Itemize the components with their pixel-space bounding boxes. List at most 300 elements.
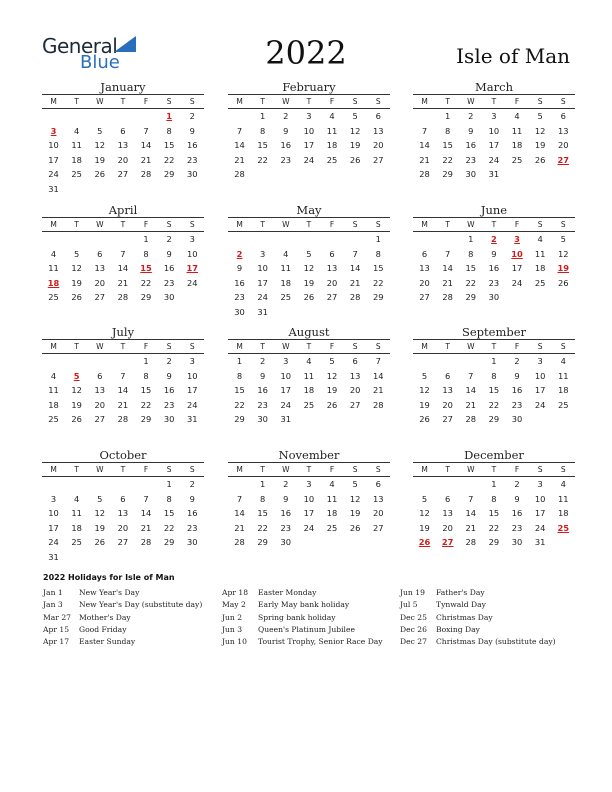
week-row [228, 354, 390, 369]
empty-day-cell [413, 109, 436, 124]
day-cell: 25 [303, 399, 315, 410]
day-cell: 22 [465, 277, 477, 288]
day-cell: 1 [143, 356, 149, 366]
day-cell: 23 [511, 522, 523, 533]
empty-day-cell [297, 535, 320, 550]
weekday-label: T [445, 465, 450, 474]
day-cell: 27 [442, 414, 453, 425]
empty-day-cell [274, 232, 297, 247]
day-cell: 17 [303, 508, 315, 519]
weekday-header [228, 339, 390, 354]
weekday-label: T [260, 342, 265, 351]
day-cell: 11 [326, 493, 338, 504]
day-cell: 29 [488, 537, 500, 548]
week-row [413, 477, 575, 492]
day-cell: 10 [511, 248, 523, 259]
day-cell: 20 [94, 399, 106, 410]
day-cell: 1 [468, 234, 474, 244]
logo-triangle-icon [114, 36, 136, 52]
day-cell: 27 [349, 399, 361, 410]
day-cell: 6 [97, 370, 103, 381]
day-cell: 16 [280, 508, 292, 519]
weekday-label: T [260, 220, 265, 229]
weekday-label: T [120, 465, 126, 474]
day-cell: 4 [306, 356, 312, 366]
day-cell: 26 [349, 154, 361, 165]
empty-day-cell [88, 182, 111, 197]
day-cell: 6 [560, 111, 566, 121]
empty-day-cell [111, 232, 134, 247]
day-cell: 25 [511, 154, 523, 165]
holiday-item [400, 636, 556, 648]
holiday-date: Apr 18 [222, 588, 249, 597]
holiday-date: Jul 5 [400, 600, 418, 610]
day-cell: 25 [48, 414, 59, 425]
day-cell: 20 [558, 140, 569, 151]
day-cell: 21 [234, 154, 245, 165]
week-row [413, 521, 575, 536]
day-cell: 10 [187, 248, 198, 259]
weekday-label: F [329, 342, 335, 351]
weekday-label: T [306, 97, 312, 106]
weekday-label: S [537, 342, 543, 351]
week-row [413, 138, 575, 153]
day-cell: 23 [280, 154, 292, 165]
weekday-label: W [467, 97, 475, 106]
holiday-date: May 2 [222, 600, 246, 610]
week-row [228, 124, 390, 139]
day-cell: 23 [465, 154, 477, 165]
day-cell: 20 [442, 522, 453, 533]
weekday-label: S [189, 342, 195, 351]
weekday-label: M [421, 220, 428, 229]
empty-day-cell [321, 412, 344, 427]
day-cell: 28 [117, 414, 129, 425]
week-row [228, 506, 390, 521]
day-cell: 1 [445, 111, 451, 121]
day-cell: 18 [71, 154, 82, 165]
weekday-header [228, 94, 390, 109]
day-cell: 25 [326, 522, 338, 533]
day-cell: 16 [187, 508, 198, 519]
weekday-label: W [96, 465, 104, 474]
day-cell: 28 [465, 414, 477, 425]
day-cell: 6 [120, 125, 126, 136]
day-cell: 24 [303, 154, 315, 165]
empty-day-cell [111, 477, 134, 492]
day-cell: 14 [442, 263, 453, 274]
weekday-label: W [282, 97, 290, 106]
weekday-label: F [514, 465, 520, 474]
weekday-label: F [143, 220, 149, 229]
empty-day-cell [436, 354, 459, 369]
day-cell: 5 [537, 111, 543, 121]
week-row [42, 506, 204, 521]
day-cell: 13 [373, 493, 384, 504]
day-cell: 25 [326, 154, 338, 165]
day-cell: 30 [465, 169, 477, 180]
day-cell: 18 [47, 277, 60, 288]
day-cell: 1 [260, 479, 266, 489]
empty-day-cell [181, 182, 204, 197]
day-cell: 26 [558, 277, 569, 288]
week-row [228, 398, 390, 413]
day-cell: 9 [283, 125, 289, 136]
day-cell: 7 [120, 370, 126, 381]
empty-day-cell [111, 550, 134, 565]
empty-day-cell [436, 477, 459, 492]
day-cell: 7 [236, 493, 243, 504]
day-cell: 23 [163, 277, 175, 288]
day-cell: 24 [488, 154, 500, 165]
day-cell: 17 [534, 508, 546, 519]
day-cell: 19 [71, 277, 82, 288]
weekday-label: T [120, 342, 126, 351]
holiday-date: Jan 1 [43, 588, 63, 597]
holiday-date: Mar 27 [43, 612, 72, 622]
day-cell: 25 [71, 537, 82, 548]
week-row [228, 247, 390, 262]
logo-text-general: General [42, 34, 118, 58]
month-october [42, 448, 204, 565]
day-cell: 13 [373, 125, 384, 136]
empty-day-cell [552, 535, 575, 550]
day-cell: 6 [375, 111, 381, 121]
holiday-name: Good Friday [79, 624, 127, 634]
empty-day-cell [251, 167, 274, 182]
day-cell: 27 [557, 154, 570, 165]
day-cell: 3 [283, 356, 289, 366]
day-cell: 8 [166, 125, 172, 136]
day-cell: 1 [143, 234, 149, 244]
day-cell: 16 [465, 140, 477, 151]
day-cell: 10 [303, 125, 315, 136]
weekday-label: M [50, 220, 57, 229]
day-cell: 13 [419, 263, 430, 274]
empty-day-cell [65, 232, 88, 247]
empty-day-cell [42, 477, 65, 492]
day-cell: 2 [514, 356, 520, 366]
empty-day-cell [111, 182, 134, 197]
day-cell: 16 [234, 277, 245, 288]
day-cell: 30 [511, 414, 523, 425]
month-december [413, 448, 575, 550]
day-cell: 22 [488, 399, 500, 410]
empty-day-cell [274, 167, 297, 182]
day-cell: 17 [534, 385, 546, 396]
weekday-label: T [445, 97, 450, 106]
day-cell: 18 [534, 263, 546, 274]
weekday-label: S [375, 220, 381, 229]
weekday-header [413, 217, 575, 232]
week-row [228, 290, 390, 305]
weekday-label: S [560, 220, 566, 229]
day-cell: 26 [94, 169, 106, 180]
weekday-label: T [491, 220, 497, 229]
day-cell: 24 [511, 277, 523, 288]
weekday-label: W [282, 220, 290, 229]
month-name: December [464, 448, 524, 462]
day-cell: 14 [117, 385, 129, 396]
weekday-header [42, 94, 204, 109]
day-cell: 5 [329, 356, 335, 366]
holiday-item [222, 599, 383, 611]
day-cell: 3 [189, 234, 195, 244]
day-cell: 8 [166, 493, 172, 504]
weekday-label: S [537, 97, 543, 106]
weekday-label: T [120, 97, 126, 106]
day-cell: 13 [326, 263, 338, 274]
weekday-label: T [74, 465, 79, 474]
empty-day-cell [158, 550, 181, 565]
day-cell: 30 [163, 292, 175, 303]
weekday-label: F [514, 342, 520, 351]
month-may [228, 203, 390, 320]
day-cell: 5 [352, 111, 358, 121]
day-cell: 4 [537, 234, 543, 244]
day-cell: 6 [120, 493, 126, 504]
day-cell: 15 [465, 263, 477, 274]
holiday-item [43, 587, 202, 599]
day-cell: 25 [557, 522, 570, 533]
weekday-label: M [236, 465, 243, 474]
day-cell: 30 [163, 414, 175, 425]
day-cell: 5 [97, 493, 103, 504]
week-row [42, 521, 204, 536]
day-cell: 12 [71, 385, 82, 396]
empty-day-cell [506, 290, 529, 305]
day-cell: 23 [257, 399, 268, 410]
day-cell: 4 [74, 493, 80, 504]
week-row [42, 276, 204, 291]
weekday-header [413, 462, 575, 477]
day-cell: 26 [326, 399, 338, 410]
empty-day-cell [42, 109, 65, 124]
weekday-label: F [143, 465, 149, 474]
day-cell: 7 [468, 493, 474, 504]
holiday-date: Dec 27 [400, 637, 427, 647]
weekday-label: T [491, 342, 497, 351]
day-cell: 19 [419, 399, 430, 410]
day-cell: 15 [234, 385, 245, 396]
month-april [42, 203, 204, 305]
week-row [42, 182, 204, 197]
holiday-date: Dec 26 [400, 624, 427, 634]
week-row [413, 232, 575, 247]
day-cell: 27 [94, 414, 106, 425]
day-cell: 15 [257, 140, 268, 151]
month-name: January [100, 80, 146, 94]
week-row [42, 412, 204, 427]
empty-day-cell [459, 354, 482, 369]
week-row [42, 398, 204, 413]
day-cell: 23 [163, 399, 175, 410]
day-cell: 10 [488, 125, 500, 136]
weekday-label: S [166, 465, 172, 474]
day-cell: 9 [468, 125, 474, 136]
day-cell: 19 [534, 140, 546, 151]
week-row [228, 232, 390, 247]
day-cell: 12 [326, 370, 338, 381]
day-cell: 20 [326, 277, 338, 288]
empty-day-cell [297, 232, 320, 247]
day-cell: 19 [349, 140, 361, 151]
holiday-column [400, 587, 556, 648]
month-august [228, 325, 390, 427]
empty-day-cell [65, 182, 88, 197]
weekday-label: T [74, 97, 79, 106]
weekday-header [413, 94, 575, 109]
day-cell: 31 [48, 551, 59, 562]
day-cell: 30 [280, 537, 292, 548]
day-cell: 5 [421, 370, 428, 381]
day-cell: 14 [117, 263, 129, 274]
month-name: September [461, 325, 527, 339]
day-cell: 18 [71, 522, 82, 533]
weekday-label: S [189, 220, 195, 229]
weekday-header [228, 217, 390, 232]
day-cell: 2 [166, 356, 172, 366]
day-cell: 20 [117, 522, 129, 533]
day-cell: 20 [373, 140, 384, 151]
day-cell: 8 [375, 248, 381, 259]
empty-day-cell [297, 412, 320, 427]
day-cell: 28 [117, 292, 129, 303]
holiday-name: Boxing Day [436, 624, 480, 634]
week-row [42, 492, 204, 507]
month-name: June [480, 203, 508, 217]
brand-logo [42, 34, 152, 74]
week-row [413, 535, 575, 550]
week-row [413, 383, 575, 398]
day-cell: 13 [117, 140, 129, 151]
empty-day-cell [529, 167, 552, 182]
day-cell: 5 [421, 493, 428, 504]
day-cell: 2 [166, 234, 172, 244]
day-cell: 3 [189, 356, 195, 366]
weekday-label: F [329, 220, 335, 229]
day-cell: 7 [120, 248, 126, 259]
empty-day-cell [413, 232, 436, 247]
weekday-label: T [74, 220, 79, 229]
day-cell: 16 [187, 140, 198, 151]
day-cell: 15 [140, 385, 152, 396]
day-cell: 27 [117, 537, 129, 548]
holiday-item [43, 636, 202, 648]
month-july [42, 325, 204, 427]
day-cell: 24 [280, 399, 292, 410]
holiday-name: Early May bank holiday [258, 600, 350, 610]
day-cell: 16 [257, 385, 268, 396]
day-cell: 26 [534, 154, 546, 165]
day-cell: 21 [117, 277, 129, 288]
weekday-label: W [467, 465, 475, 474]
day-cell: 21 [140, 154, 152, 165]
week-row [42, 167, 204, 182]
day-cell: 28 [349, 292, 361, 303]
day-cell: 17 [186, 263, 199, 274]
day-cell: 7 [421, 125, 428, 136]
day-cell: 4 [50, 248, 57, 259]
empty-day-cell [297, 167, 320, 182]
holiday-column [222, 587, 383, 648]
day-cell: 22 [163, 154, 175, 165]
day-cell: 3 [537, 356, 543, 366]
day-cell: 29 [140, 414, 152, 425]
holiday-date: Jan 3 [43, 600, 63, 610]
empty-day-cell [344, 232, 367, 247]
day-cell: 11 [558, 493, 569, 504]
day-cell: 22 [234, 399, 245, 410]
day-cell: 1 [260, 111, 266, 121]
empty-day-cell [135, 550, 158, 565]
day-cell: 4 [514, 111, 520, 121]
day-cell: 11 [71, 508, 82, 519]
day-cell: 7 [445, 248, 451, 259]
day-cell: 26 [94, 537, 106, 548]
day-cell: 1 [375, 234, 381, 244]
day-cell: 11 [303, 370, 315, 381]
weekday-header [42, 217, 204, 232]
day-cell: 4 [560, 356, 566, 366]
day-cell: 12 [303, 263, 315, 274]
weekday-label: S [352, 465, 358, 474]
day-cell: 24 [48, 537, 59, 548]
day-cell: 22 [257, 154, 268, 165]
empty-day-cell [552, 167, 575, 182]
day-cell: 6 [375, 479, 381, 489]
logo-text-blue: Blue [80, 52, 120, 73]
day-cell: 28 [419, 169, 430, 180]
week-row [42, 153, 204, 168]
day-cell: 13 [94, 263, 106, 274]
holiday-name: Easter Sunday [79, 637, 136, 647]
weekday-label: W [96, 342, 104, 351]
week-row [228, 412, 390, 427]
weekday-label: T [120, 220, 126, 229]
empty-day-cell [367, 535, 390, 550]
page-title-year: 2022 [265, 34, 347, 72]
day-cell: 11 [326, 125, 338, 136]
month-november [228, 448, 390, 550]
day-cell: 10 [280, 370, 292, 381]
day-cell: 23 [511, 399, 523, 410]
day-cell: 3 [50, 493, 57, 504]
day-cell: 2 [283, 479, 289, 489]
weekday-label: S [375, 97, 381, 106]
day-cell: 16 [511, 385, 523, 396]
empty-day-cell [228, 109, 251, 124]
day-cell: 12 [558, 248, 569, 259]
weekday-label: M [421, 465, 428, 474]
day-cell: 14 [234, 508, 245, 519]
day-cell: 3 [50, 125, 57, 136]
day-cell: 19 [94, 522, 106, 533]
weekday-label: M [236, 220, 243, 229]
day-cell: 10 [303, 493, 315, 504]
day-cell: 22 [257, 522, 268, 533]
weekday-label: T [306, 342, 312, 351]
day-cell: 7 [468, 370, 474, 381]
holiday-name: New Year's Day (substitute day) [79, 600, 203, 610]
day-cell: 12 [94, 508, 106, 519]
holiday-name: Spring bank holiday [258, 612, 336, 622]
empty-day-cell [367, 412, 390, 427]
day-cell: 17 [257, 277, 268, 288]
day-cell: 24 [534, 522, 546, 533]
holiday-column [43, 587, 202, 648]
empty-day-cell [135, 109, 158, 124]
